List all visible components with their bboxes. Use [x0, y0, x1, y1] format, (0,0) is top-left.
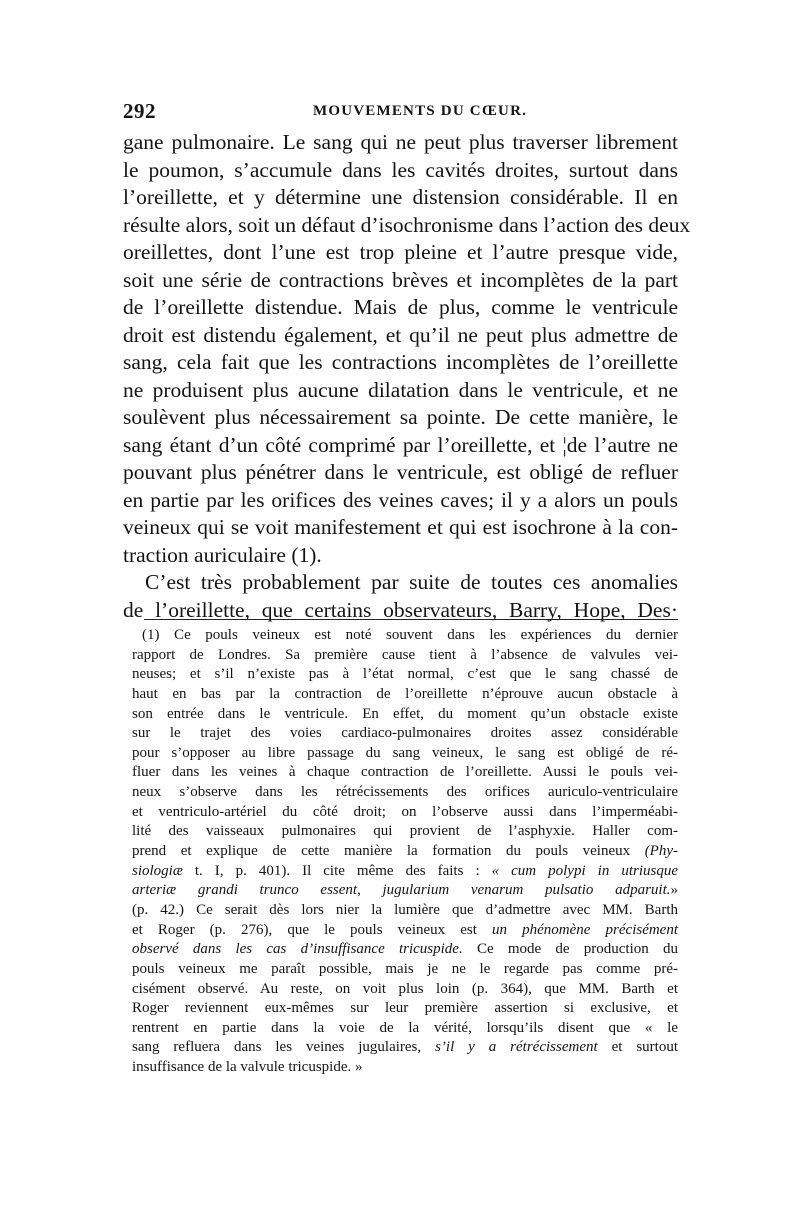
footnote-text: (p. 42.) Ce serait dès lors nier la lumière que d’admettre avec MM. Barth — [132, 901, 678, 918]
body-line: C’est très probablement par suite de toutes ces anomalies — [145, 570, 678, 594]
footnote-line — [132, 940, 678, 960]
body-text — [123, 129, 691, 624]
footnote-text: Ce mode de production du — [476, 941, 678, 958]
footnote-text: rentrent en partie dans la voie de la vérité, lorsqu’ils disent que « le — [132, 1019, 678, 1036]
body-line: gane pulmonaire. Le sang qui ne peut plus traverser librement — [123, 130, 678, 154]
body-line: sang étant d’un côté comprimé par l’oreillette, et ¦de l’autre ne — [123, 432, 678, 457]
footnote-text: et ventriculo-artériel du côté droit; on l’observe aussi dans l’imperméabi- — [132, 803, 678, 820]
body-line: oreillettes, dont l’une est trop pleine et l’autre presque vide, — [123, 240, 678, 264]
body-line: droit est distendu également, et qu’il ne peut plus admettre de — [123, 322, 678, 347]
footnote-line — [132, 960, 678, 980]
footnote-line — [132, 901, 678, 921]
body-line: ne produisent plus aucune dilatation dans le ventricule, et ne — [123, 377, 678, 402]
footnote-text: sang refluera dans les veines jugulaires, — [132, 1039, 422, 1056]
footnote-text: fluer dans les veines à chaque contraction de l’oreillette. Aussi le pouls vei- — [132, 764, 678, 781]
footnote-text: neuses; et s’il n’existe pas à l’état normal, c’est que le sang chassé de — [132, 666, 678, 683]
body-line: l’oreillette, et y détermine une distension considérable. Il en — [123, 185, 678, 209]
footnote-line — [132, 921, 678, 941]
footnote-line — [132, 763, 678, 783]
footnote-line — [132, 1038, 678, 1058]
footnote-italic-text: arteriæ grandi trunco essent, jugularium venarum pulsatio adparuit. — [132, 882, 671, 899]
footnote-line — [132, 803, 678, 823]
footnote-text: sur le trajet des voies cardiaco-pulmonaires droites assez considérable — [132, 725, 678, 742]
footnote-line — [132, 744, 678, 764]
footnote-line — [132, 980, 678, 1000]
footnote-text: pour s’opposer au libre passage du sang veineux, le sang est obligé de ré- — [132, 744, 678, 761]
footnote-line — [132, 626, 678, 646]
footnote — [132, 626, 678, 1078]
footnote-text: cisément observé. Au reste, on voit plus loin (p. 364), que MM. Barth et — [132, 980, 678, 997]
footnote-line — [132, 999, 678, 1019]
footnote-text: (1) Ce pouls veineux est noté souvent dans les expériences du dernier — [142, 627, 678, 643]
footnote-italic-text: « cum polypi in utriusque — [491, 862, 678, 879]
running-title: MOUVEMENTS DU CŒUR. — [313, 103, 528, 119]
footnote-rule — [144, 619, 678, 620]
footnote-text: prend et explique de cette manière la formation du pouls veineux — [132, 843, 631, 860]
footnote-line — [132, 881, 678, 901]
page-number: 292 — [123, 99, 156, 123]
footnote-italic-text: s’il y a rétrécissement — [435, 1039, 598, 1056]
footnote-line — [132, 705, 678, 725]
footnote-text: son entrée dans le ventricule. En effet, du moment qu’un obstacle existe — [132, 705, 678, 722]
footnote-italic-text: siologiæ — [132, 862, 183, 879]
body-line: en partie par les orifices des veines caves; il y a alors un pouls — [123, 487, 678, 512]
footnote-line — [132, 822, 678, 842]
footnote-text: rapport de Londres. Sa première cause tient à l’absence de valvules vei- — [132, 646, 678, 663]
body-line: traction auriculaire (1). — [123, 542, 322, 567]
footnote-text: haut en bas par la contraction de l’oreillette n’éprouve aucun obstacle à — [132, 685, 678, 702]
body-line: résulte alors, soit un défaut d’isochronisme dans l’action des deux — [123, 212, 691, 237]
footnote-line — [132, 1058, 678, 1078]
footnote-line — [132, 842, 678, 862]
body-line: soulèvent plus nécessairement sa pointe. De cette manière, le — [123, 405, 678, 429]
footnote-line — [132, 646, 678, 666]
body-line: soit une série de contractions brèves et incomplètes de la part — [123, 267, 678, 292]
footnote-italic-text: observé dans les cas d’insuffisance tricuspide. — [132, 941, 463, 958]
body-line: veineux qui se voit manifestement et qui est isochrone à la con- — [123, 515, 678, 539]
footnote-text: et surtout — [611, 1039, 679, 1056]
footnote-line — [132, 783, 678, 803]
footnote-text: neux s’observe dans les rétrécissements des orifices auriculo-ventriculaire — [132, 784, 678, 801]
body-line: le poumon, s’accumule dans les cavités droites, surtout dans — [123, 157, 678, 182]
footnote-line — [132, 1019, 678, 1039]
footnote-text: » — [670, 882, 678, 899]
body-line: sang, cela fait que les contractions incomplètes de l’oreillette — [123, 350, 678, 374]
page-header — [123, 99, 678, 127]
body-line: pouvant plus pénétrer dans le ventricule, est obligé de refluer — [123, 460, 678, 484]
footnote-italic-text: (Phy- — [644, 843, 678, 860]
footnote-text: t. I, p. 401). Il cite même des faits : — [194, 862, 480, 879]
footnote-text: insuffisance de la valvule tricuspide. » — [132, 1059, 363, 1076]
body-line: de l’oreillette distendue. Mais de plus, comme le ventricule — [123, 295, 678, 319]
body-line: de l’oreillette, que certains observateurs, Barry, Hope, Des· — [123, 597, 678, 622]
footnote-text: lité des vaisseaux pulmonaires qui provient de l’asphyxie. Haller com- — [132, 823, 678, 840]
footnote-line — [132, 862, 678, 882]
footnote-italic-text: un phénomène précisément — [492, 921, 679, 938]
footnote-line — [132, 685, 678, 705]
footnote-line — [132, 724, 678, 744]
footnote-text: pouls veineux me paraît possible, mais je ne le regarde pas comme pré- — [132, 960, 678, 977]
footnote-line — [132, 665, 678, 685]
footnote-text: Roger reviennent eux-mêmes sur leur première assertion si exclusive, et — [132, 1000, 678, 1017]
footnote-text: et Roger (p. 276), que le pouls veineux est — [132, 921, 477, 938]
